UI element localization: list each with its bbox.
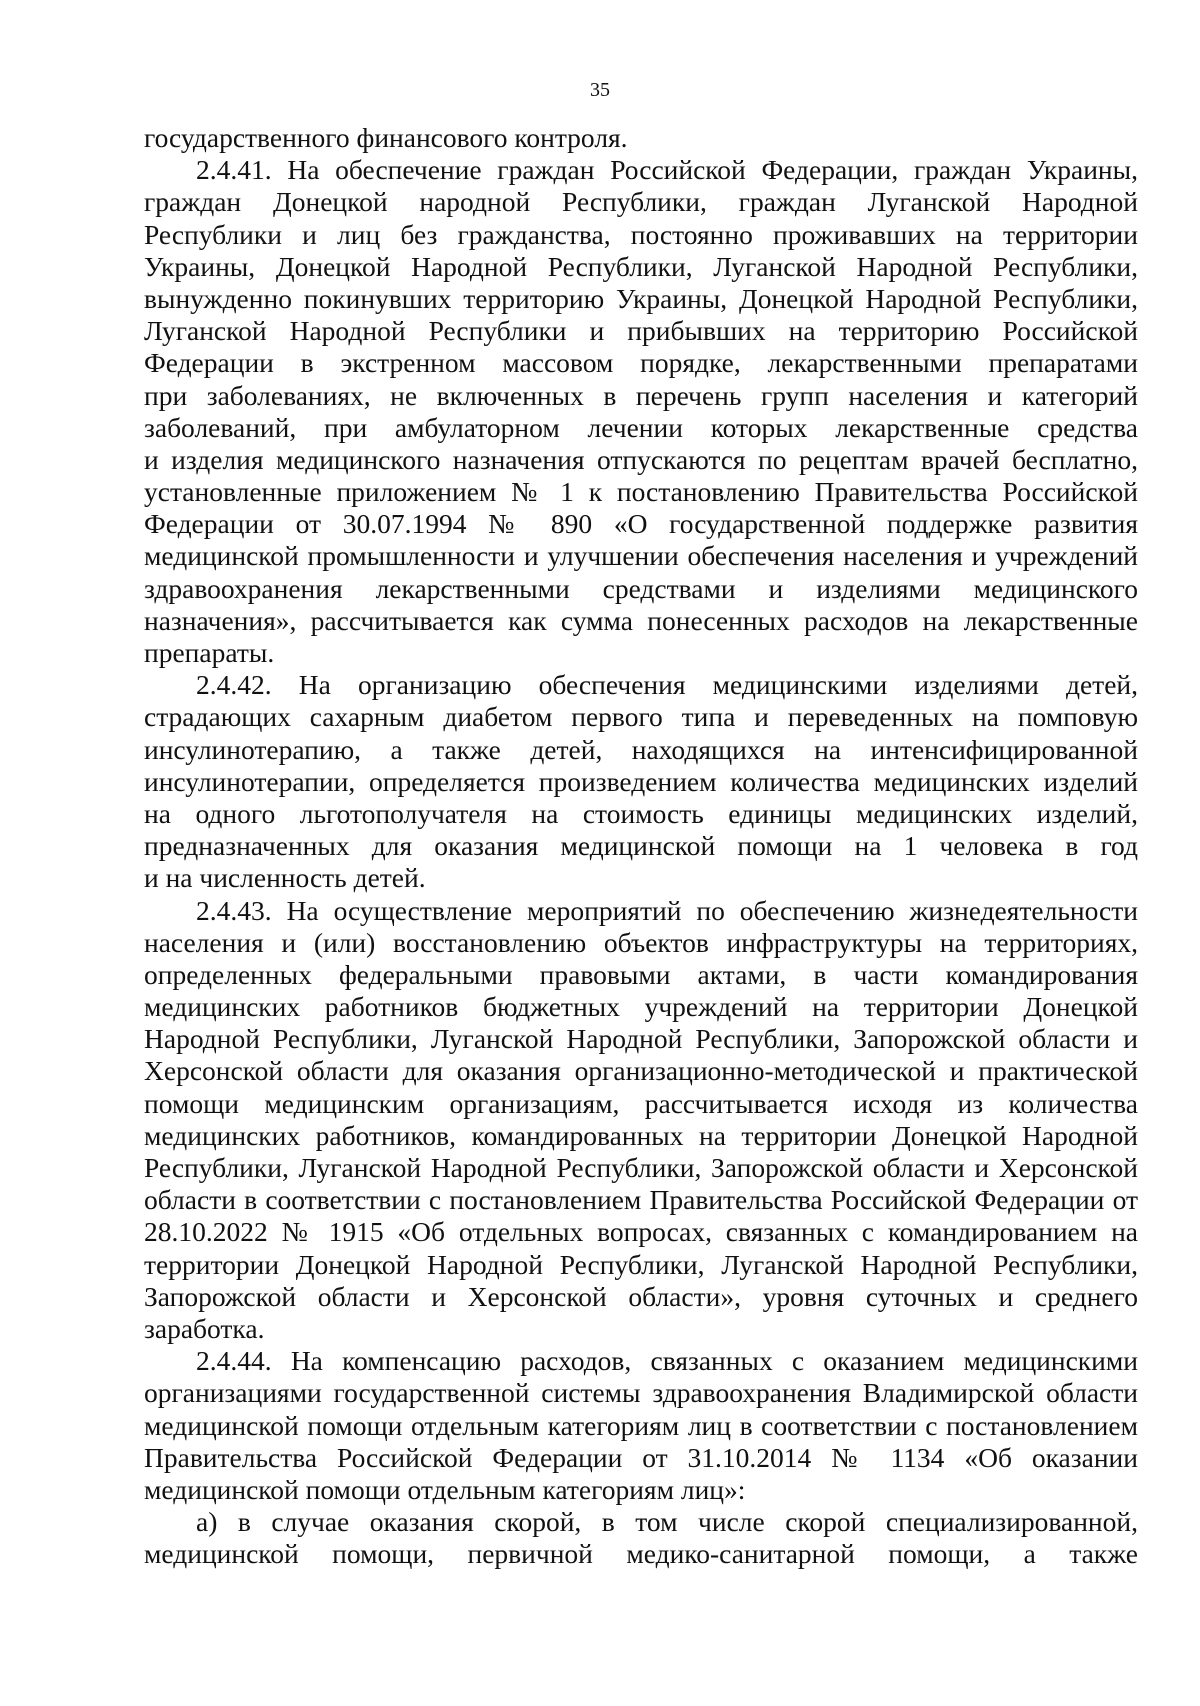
text-line: медицинских работников, командированных на территории Донецкой Народной	[144, 1119, 1138, 1151]
page-number: 35	[590, 79, 610, 101]
text-line: назначения», рассчитывается как сумма понесенных расходов на лекарственные	[144, 604, 1138, 636]
text-line: препараты.	[144, 637, 275, 668]
text-line: определенных федеральными правовыми актами, в части командирования	[144, 958, 1138, 990]
text-line: и на численность детей.	[144, 862, 426, 894]
text-line: инсулинотерапию, а также детей, находящихся на интенсифицированной	[144, 733, 1138, 765]
paragraph-first-line: 2.4.41. На обеспечение граждан Российской Федерации, граждан Украины,	[196, 154, 1138, 186]
text-line: помощи медицинским организациям, рассчитывается исходя из количества	[144, 1087, 1138, 1119]
text-line: Запорожской области и Херсонской области», уровня суточных и среднего	[144, 1280, 1138, 1312]
text-line: медицинской помощи отдельным категориям лиц»:	[144, 1473, 746, 1505]
text-line: Народной Республики, Луганской Народной Республики, Запорожской области и	[144, 1023, 1138, 1055]
text-line: медицинской помощи отдельным категориям лиц в соответствии с постановлением	[144, 1409, 1138, 1441]
text-line: Федерации в экстренном массовом порядке, лекарственными препаратами	[144, 347, 1138, 379]
text-line: установленные приложением № 1 к постановлению Правительства Российской	[144, 476, 1138, 508]
text-line: Украины, Донецкой Народной Республики, Луганской Народной Республики,	[144, 250, 1138, 282]
text-line: инсулинотерапии, определяется произведением количества медицинских изделий	[144, 765, 1138, 797]
text-line: области в соответствии с постановлением Правительства Российской Федерации от	[144, 1184, 1138, 1216]
text-line: страдающих сахарным диабетом первого типа и переведенных на помповую	[144, 701, 1138, 733]
text-line: и изделия медицинского назначения отпускаются по рецептам врачей бесплатно,	[144, 443, 1138, 475]
paragraph-first-line: 2.4.44. На компенсацию расходов, связанных с оказанием медицинскими	[196, 1345, 1138, 1377]
text-line: предназначенных для оказания медицинской помощи на 1 человека в год	[144, 830, 1138, 862]
text-line: населения и (или) восстановлению объектов инфраструктуры на территориях,	[144, 926, 1138, 958]
text-line: организациями государственной системы здравоохранения Владимирской области	[144, 1377, 1138, 1409]
document-body	[144, 122, 1138, 1570]
text-line: при заболеваниях, не включенных в перечень групп населения и категорий	[144, 379, 1138, 411]
text-line: территории Донецкой Народной Республики, Луганской Народной Республики,	[144, 1248, 1138, 1280]
text-line: Луганской Народной Республики и прибывших на территорию Российской	[144, 315, 1138, 347]
paragraph-first-line: 2.4.43. На осуществление мероприятий по обеспечению жизнедеятельности	[196, 894, 1138, 926]
paragraph-first-line: 2.4.42. На организацию обеспечения медицинскими изделиями детей,	[196, 669, 1138, 701]
text-line: Республики, Луганской Народной Республики, Запорожской области и Херсонской	[144, 1152, 1138, 1183]
text-line: заболеваний, при амбулаторном лечении которых лекарственные средства	[144, 411, 1138, 443]
text-line: граждан Донецкой народной Республики, граждан Луганской Народной	[144, 186, 1138, 218]
text-line: заработка.	[144, 1312, 265, 1344]
text-line: здравоохранения лекарственными средствами и изделиями медицинского	[144, 572, 1138, 604]
text-line: вынужденно покинувших территорию Украины, Донецкой Народной Республики,	[144, 282, 1138, 314]
text-line: медицинской промышленности и улучшении обеспечения населения и учреждений	[144, 540, 1138, 572]
text-line: Республики и лиц без гражданства, постоянно проживавших на территории	[144, 218, 1138, 250]
paragraph-first-line: а) в случае оказания скорой, в том числе скорой специализированной,	[196, 1506, 1138, 1538]
text-line: государственного финансового контроля.	[144, 122, 628, 153]
text-line: на одного льготополучателя на стоимость единицы медицинских изделий,	[144, 797, 1138, 829]
text-line: Правительства Российской Федерации от 31.10.2014 № 1134 «Об оказании	[144, 1441, 1138, 1473]
text-line: 28.10.2022 № 1915 «Об отдельных вопросах, связанных с командированием на	[144, 1216, 1138, 1248]
text-line: Херсонской области для оказания организационно-методической и практической	[144, 1055, 1138, 1087]
text-line: Федерации от 30.07.1994 № 890 «О государственной поддержке развития	[144, 508, 1138, 540]
text-line: медицинских работников бюджетных учреждений на территории Донецкой	[144, 991, 1138, 1023]
text-line: медицинской помощи, первичной медико-санитарной помощи, а также	[144, 1538, 1138, 1570]
